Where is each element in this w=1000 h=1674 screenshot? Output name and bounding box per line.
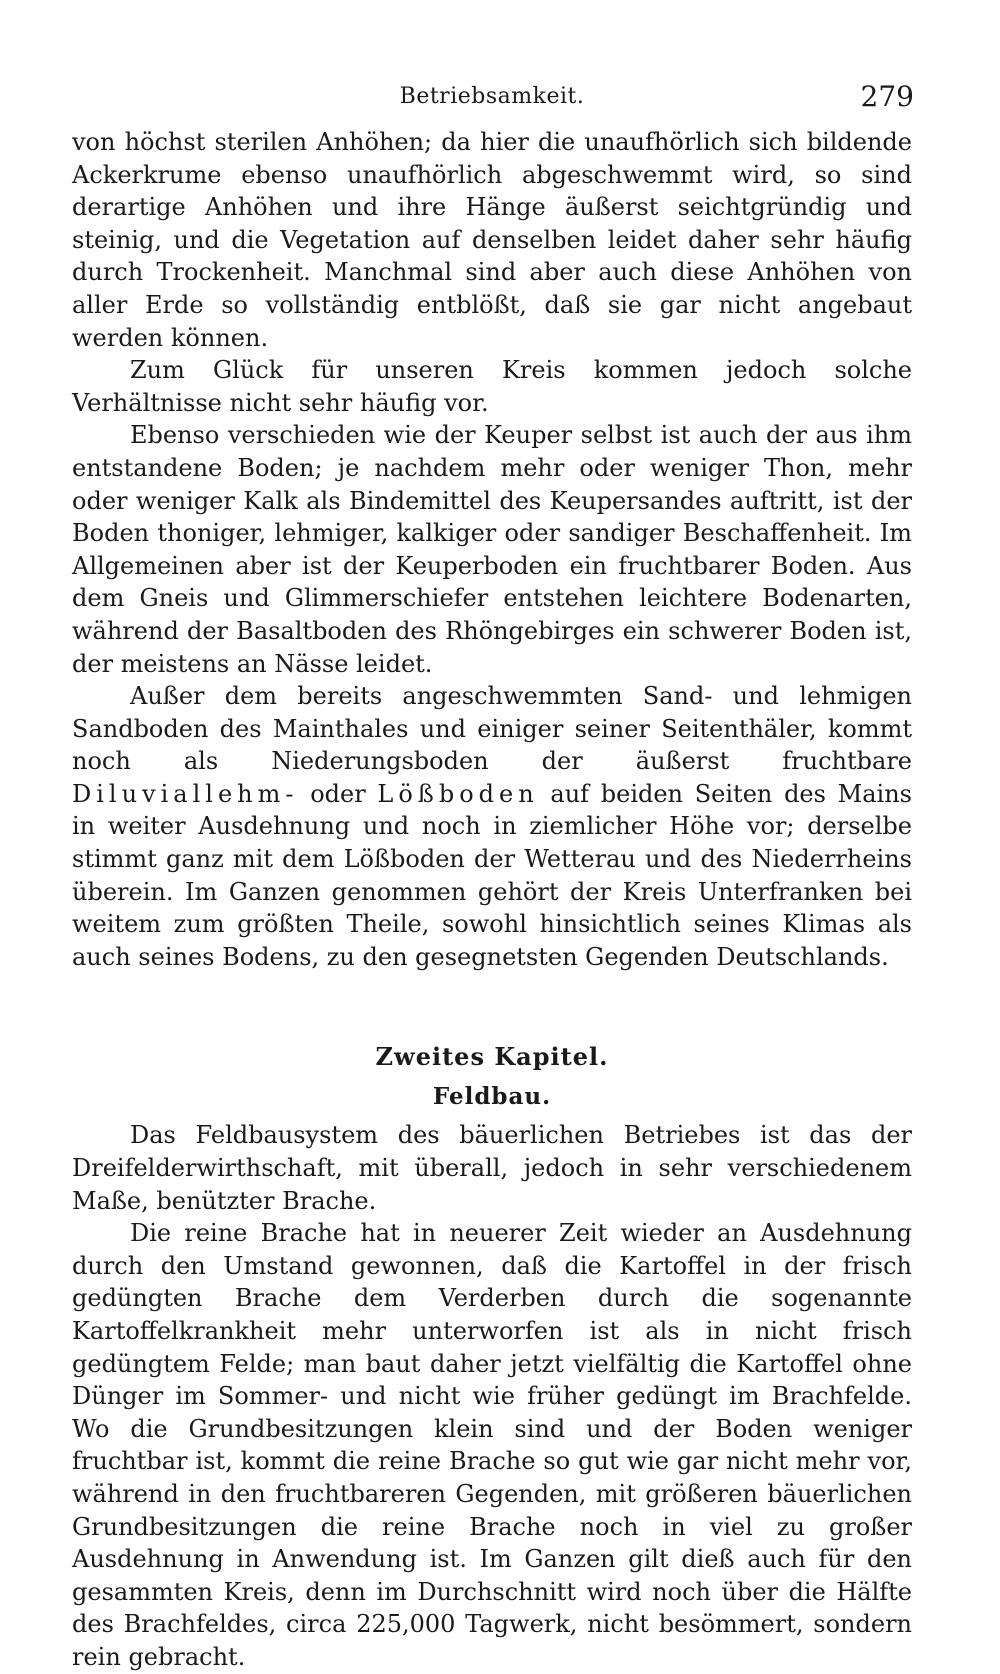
body-text [72, 126, 912, 1674]
paragraph-continuation: von höchst sterilen Anhöhen; da hier die unaufhörlich sich bildende Ackerkrume ebenso unaufhörlich abgeschwemmt wird, so sind derartige Anhöhen und ihre Hänge äußerst seichtgründig und steinig, und die Vegetation auf denselben leidet daher sehr häufig durch Trockenheit. Manchmal sind aber auch diese Anhöhen von aller Erde so vollständig entblößt, daß sie gar nicht angebaut werden können. [72, 128, 912, 352]
paragraph-diluvial [72, 680, 912, 973]
emphasized-term: Lößboden [377, 779, 539, 808]
running-header [72, 80, 914, 118]
paragraph-text: oder [298, 779, 378, 808]
section-heading: Feldbau. [432, 1083, 552, 1111]
paragraph: Das Feldbausystem des bäuerlichen Betriebes ist das der Dreifelderwirthschaft, mit überall, jedoch in sehr verschiedenem Maße, benützter Brache. [72, 1121, 912, 1215]
running-title: Betriebsamkeit. [399, 84, 585, 109]
paragraph: Ebenso verschieden wie der Keuper selbst ist auch der aus ihm entstandene Boden; je nachdem mehr oder weniger Thon, mehr oder weniger Kalk als Bindemittel des Keupersandes auftritt, ist der Boden thoniger, lehmiger, kalkiger oder sandiger Beschaffenheit. Im Allgemeinen aber ist der Keuperboden ein fruchtbarer Boden. Aus dem Gneis und Glimmerschiefer entstehen leichtere Bodenarten, während der Basaltboden des Rhöngebirges ein schwerer Boden ist, der meistens an Nässe leidet. [72, 421, 912, 678]
chapter-heading: Zweites Kapitel. [375, 1042, 609, 1072]
page-number: 279 [860, 80, 914, 113]
paragraph-text: Außer dem bereits angeschwemmten Sand- und lehmigen Sandboden des Mainthales und einiger seiner Seitenthäler, kommt noch als Niederungsboden der äußerst fruchtbare [72, 682, 912, 776]
paragraph: Die reine Brache hat in neuerer Zeit wieder an Ausdehnung durch den Umstand gewonnen, daß die Kartoffel in der frisch gedüngten Brache dem Verderben durch die sogenannte Kartoffelkrankheit mehr unterworfen ist als in nicht frisch gedüngtem Felde; man baut daher jetzt vielfältig die Kartoffel ohne Dünger im Sommer- und nicht wie früher gedüngt im Brachfelde. Wo die Grundbesitzungen klein sind und der Boden weniger fruchtbar ist, kommt die reine Brache so gut wie gar nicht mehr vor, während in den fruchtbareren Gegenden, mit größeren bäuerlichen Grundbesitzungen die reine Brache noch in viel zu großer Ausdehnung in Anwendung ist. Im Ganzen gilt dieß auch für den gesammten Kreis, denn im Durchschnitt wird noch über die Hälfte des Brachfeldes, circa 225,000 Tagwerk, nicht besömmert, sondern rein gebracht. [72, 1219, 912, 1671]
paragraph: Zum Glück für unseren Kreis kommen jedoch solche Verhältnisse nicht sehr häufig vor. [72, 356, 912, 417]
emphasized-term: Diluviallehm- [72, 779, 299, 808]
paragraph-text: auf beiden Seiten des Mains in weiter Ausdehnung und noch in ziemlicher Höhe vor; derselbe stimmt ganz mit dem Lößboden der Wetterau und des Niederrheins überein. Im Ganzen genommen gehört der Kreis Unterfranken bei weitem zum größten Theile, sowohl hinsichtlich seines Klimas als auch seines Bodens, zu den gesegnetsten Gegenden Deutschlands. [72, 779, 912, 971]
